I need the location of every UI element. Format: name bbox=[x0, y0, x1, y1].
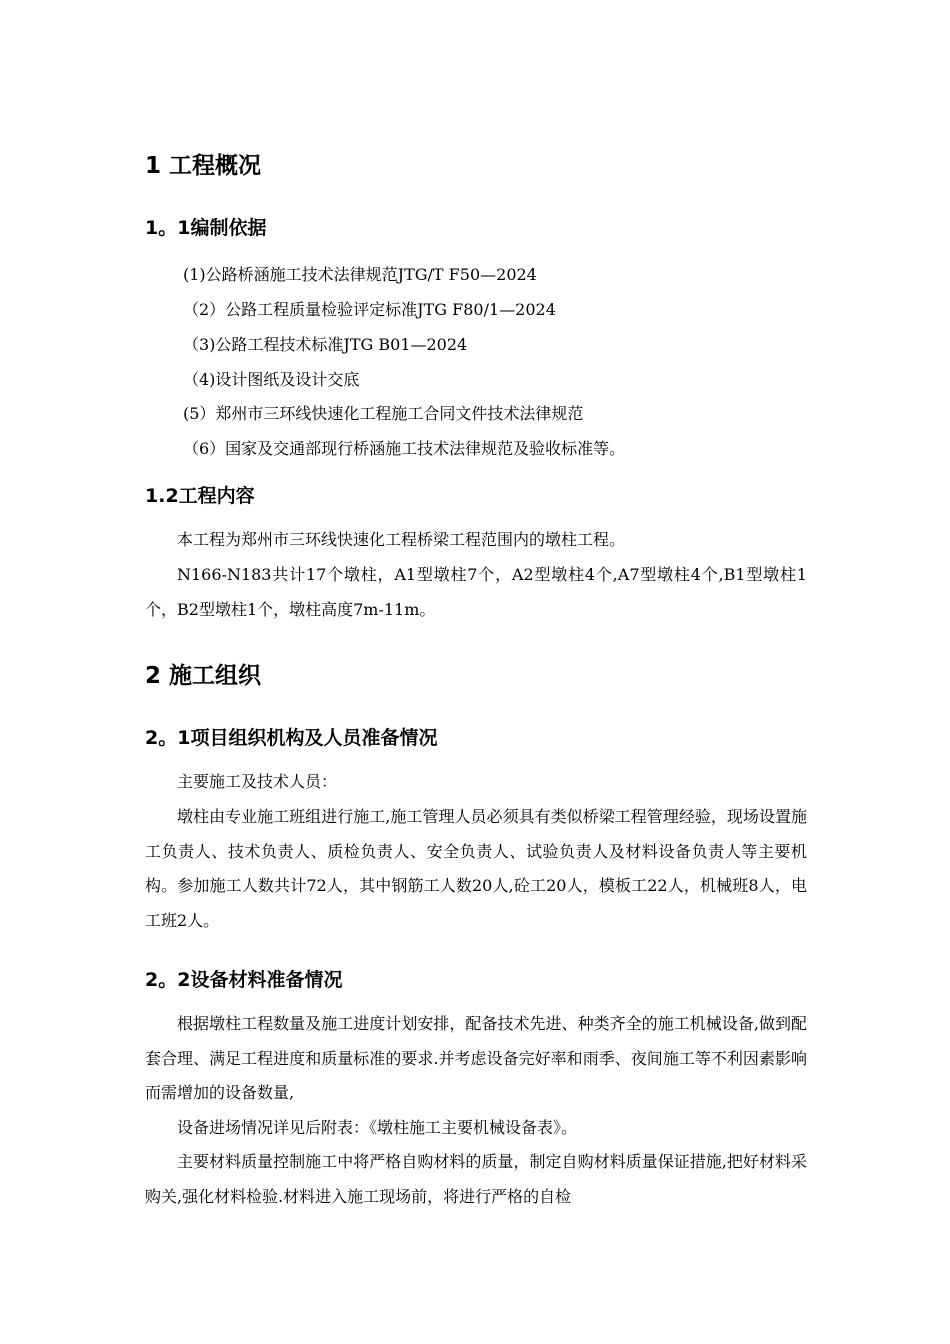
reference-item-5: (5）郑州市三环线快速化工程施工合同文件技术法律规范 bbox=[183, 404, 584, 423]
reference-item-6: （6）国家及交通部现行桥涵施工技术法律规范及验收标准等。 bbox=[183, 439, 626, 458]
equipment-paragraph-2: 设备进场情况详见后附表：《墩柱施工主要机械设备表》。 bbox=[177, 1118, 578, 1137]
materials-paragraph: 主要材料质量控制施工中将严格自购材料的质量，制定自购材料质量保证措施,把好材料采购关,强化材料检验.材料进入施工现场前，将进行严格的自检 bbox=[145, 1152, 807, 1206]
section-1-heading: 1 工程概况 bbox=[145, 153, 262, 179]
section-2-heading: 2 施工组织 bbox=[145, 663, 262, 689]
reference-item-4: （4)设计图纸及设计交底 bbox=[183, 370, 360, 389]
reference-item-3: （3)公路工程技术标准JTG B01—2024 bbox=[183, 335, 468, 354]
section-2-2-heading: 2。2设备材料准备情况 bbox=[145, 969, 343, 991]
personnel-paragraph-1: 主要施工及技术人员： bbox=[177, 772, 338, 791]
section-2-1-heading: 2。1项目组织机构及人员准备情况 bbox=[145, 727, 438, 749]
personnel-paragraph-2: 墩柱由专业施工班组进行施工,施工管理人员必须具有类似桥梁工程管理经验，现场设置施工负责人、技术负责人、质检负责人、安全负责人、试验负责人及材料设备负责人等主要机构。参加施工人数共计72人，其中钢筋工人数20人,砼工20人，模板工22人，机械班8人，电工班2人。 bbox=[145, 807, 807, 930]
reference-item-2: （2）公路工程质量检验评定标准JTG F80/1—2024 bbox=[183, 300, 556, 319]
project-content-paragraph-2: N166-N183共计17个墩柱，A1型墩柱7个，A2型墩柱4个,A7型墩柱4个,B1型墩柱1个，B2型墩柱1个，墩柱高度7m-11m。 bbox=[145, 565, 807, 619]
project-content-paragraph-1: 本工程为郑州市三环线快速化工程桥梁工程范围内的墩柱工程。 bbox=[177, 530, 626, 549]
equipment-paragraph-1: 根据墩柱工程数量及施工进度计划安排，配备技术先进、种类齐全的施工机械设备,做到配套合理、满足工程进度和质量标准的要求.并考虑设备完好率和雨季、夜间施工等不利因素影响而需增加的设备数量, bbox=[145, 1014, 807, 1102]
reference-item-1: (1)公路桥涵施工技术法律规范JTG/T F50—2024 bbox=[183, 265, 537, 284]
section-1-1-heading: 1。1编制依据 bbox=[145, 217, 267, 239]
section-1-2-heading: 1.2工程内容 bbox=[145, 485, 255, 507]
